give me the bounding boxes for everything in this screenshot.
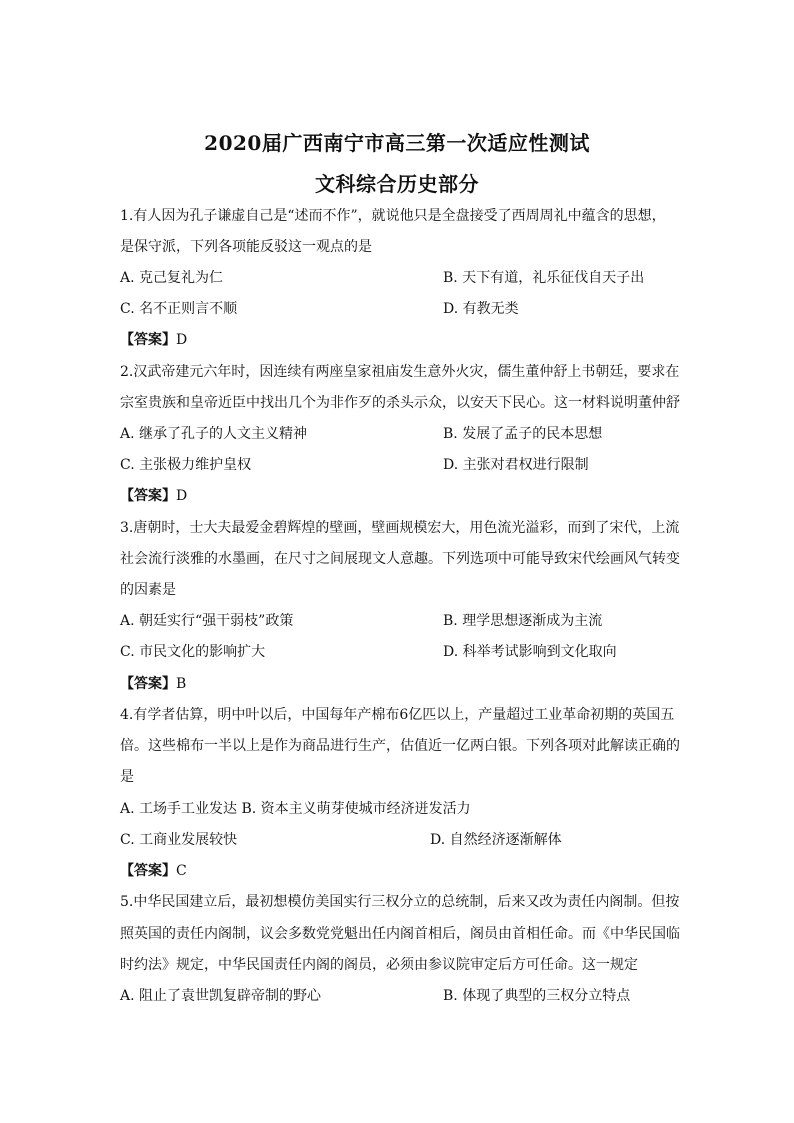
question-3-line-1: 3.唐朝时，士大夫最爱金碧辉煌的壁画，壁画规模宏大，用色流光溢彩，而到了宋代，上流 bbox=[120, 520, 680, 536]
question-5-option-a: A. 阻止了袁世凯复辟帝制的野心 bbox=[120, 988, 322, 1004]
question-1-option-c: C. 名不正则言不顺 bbox=[120, 301, 238, 317]
question-4-line-1: 4.有学者估算，明中叶以后，中国每年产棉布6亿匹以上，产量超过工业革命初期的英国五 bbox=[120, 707, 675, 723]
question-4-option-c: C. 工商业发展较快 bbox=[120, 832, 238, 848]
answer-value: D bbox=[176, 332, 188, 348]
answer-value: D bbox=[176, 488, 188, 504]
question-3-option-d: D. 科举考试影响到文化取向 bbox=[443, 644, 617, 660]
question-4-line-3: 是 bbox=[120, 769, 134, 785]
question-2-line-1: 2.汉武帝建元六年时，因连续有两座皇家祖庙发生意外火灾，儒生董仲舒上书朝廷，要求在 bbox=[120, 364, 680, 380]
question-5-line-1: 5.中华民国建立后，最初想模仿美国实行三权分立的总统制，后来又改为责任内阁制。但按 bbox=[120, 894, 680, 910]
question-3-line-3: 的因素是 bbox=[120, 582, 176, 598]
page-subtitle: 文科综合历史部分 bbox=[315, 172, 479, 196]
question-3-answer bbox=[120, 674, 186, 694]
question-2-option-a: A. 继承了孔子的人文主义精神 bbox=[120, 426, 308, 442]
answer-label: 【答案】 bbox=[120, 863, 176, 879]
question-1-line-2: 是保守派，下列各项能反驳这一观点的是 bbox=[120, 239, 372, 255]
question-1-option-d: D. 有教无类 bbox=[443, 301, 519, 317]
question-1-option-b: B. 天下有道，礼乐征伐自天子出 bbox=[443, 270, 645, 286]
answer-label: 【答案】 bbox=[120, 332, 176, 348]
answer-value: C bbox=[176, 863, 187, 879]
question-2-option-b: B. 发展了孟子的民本思想 bbox=[443, 426, 603, 442]
question-3-option-b: B. 理学思想逐渐成为主流 bbox=[443, 613, 603, 629]
question-2-option-d: D. 主张对君权进行限制 bbox=[443, 457, 589, 473]
question-5-line-2: 照英国的责任内阁制，议会多数党党魁出任内阁首相后，阁员由首相任命。而《中华民国临 bbox=[120, 926, 680, 942]
question-4-line-2: 倍。这些棉布一半以上是作为商品进行生产，估值近一亿两白银。下列各项对此解读正确的 bbox=[120, 738, 680, 754]
answer-label: 【答案】 bbox=[120, 488, 176, 504]
question-3-option-a: A. 朝廷实行“强干弱枝”政策 bbox=[120, 613, 294, 629]
question-2-answer bbox=[120, 486, 187, 506]
question-4-option-d: D. 自然经济逐渐解体 bbox=[430, 832, 562, 848]
page-title: 2020届广西南宁市高三第一次适应性测试 bbox=[204, 131, 590, 155]
question-5-option-b: B. 体现了典型的三权分立特点 bbox=[443, 988, 631, 1004]
answer-value: B bbox=[176, 676, 187, 692]
question-3-option-c: C. 市民文化的影响扩大 bbox=[120, 644, 266, 660]
question-5-line-3: 时约法》规定，中华民国责任内阁的阁员，必须由参议院审定后方可任命。这一规定 bbox=[120, 957, 638, 973]
question-2-option-c: C. 主张极力维护皇权 bbox=[120, 457, 252, 473]
question-3-line-2: 社会流行淡雅的水墨画，在尺寸之间展现文人意趣。下列选项中可能导致宋代绘画风气转变 bbox=[120, 551, 680, 567]
question-4-option-ab: A. 工场手工业发达 B. 资本主义萌芽使城市经济迸发活力 bbox=[120, 801, 471, 817]
answer-label: 【答案】 bbox=[120, 676, 176, 692]
question-1-answer bbox=[120, 330, 187, 350]
question-1-line-1: 1.有人因为孔子谦虚自己是“述而不作”，就说他只是全盘接受了西周周礼中蕴含的思想， bbox=[120, 208, 666, 224]
question-4-answer bbox=[120, 861, 187, 881]
question-2-line-2: 宗室贵族和皇帝近臣中找出几个为非作歹的杀头示众，以安天下民心。这一材料说明董仲舒 bbox=[120, 395, 680, 411]
question-1-option-a: A. 克己复礼为仁 bbox=[120, 270, 224, 286]
